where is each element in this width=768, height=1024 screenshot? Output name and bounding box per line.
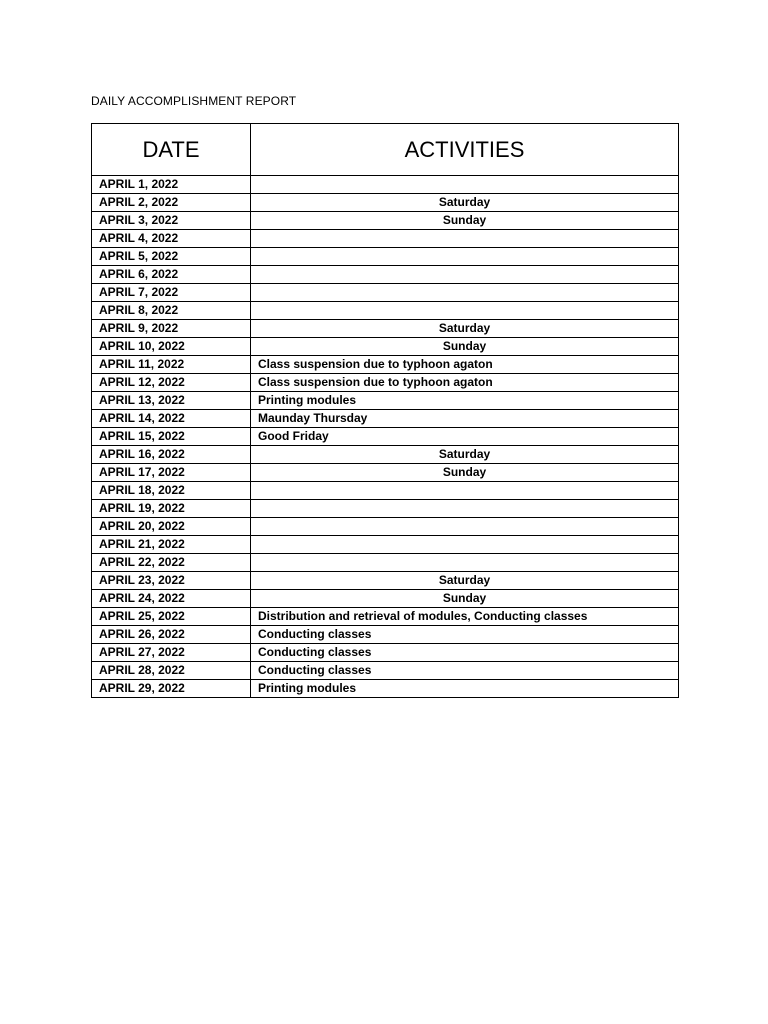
table-row: [92, 446, 679, 464]
activity-cell: [251, 554, 679, 572]
date-cell: APRIL 29, 2022: [92, 680, 251, 698]
activity-cell: [251, 536, 679, 554]
date-cell: APRIL 14, 2022: [92, 410, 251, 428]
activity-cell: Good Friday: [251, 428, 679, 446]
activity-cell: Printing modules: [251, 680, 679, 698]
table-row: [92, 230, 679, 248]
date-column-header: DATE: [92, 124, 251, 176]
activity-cell: Maunday Thursday: [251, 410, 679, 428]
table-row: [92, 194, 679, 212]
activity-cell: Class suspension due to typhoon agaton: [251, 374, 679, 392]
report-title: DAILY ACCOMPLISHMENT REPORT: [91, 94, 297, 108]
table-row: [92, 338, 679, 356]
activity-cell: [251, 500, 679, 518]
activity-cell: [251, 176, 679, 194]
date-cell: APRIL 6, 2022: [92, 266, 251, 284]
table-row: [92, 374, 679, 392]
date-cell: APRIL 16, 2022: [92, 446, 251, 464]
activity-cell: [251, 248, 679, 266]
date-cell: APRIL 23, 2022: [92, 572, 251, 590]
activity-cell: Distribution and retrieval of modules, Conducting classes: [251, 608, 679, 626]
date-cell: APRIL 3, 2022: [92, 212, 251, 230]
activity-cell: Saturday: [251, 572, 679, 590]
table-row: [92, 554, 679, 572]
header-row: [92, 124, 679, 176]
activities-column-header: ACTIVITIES: [251, 124, 679, 176]
date-cell: APRIL 5, 2022: [92, 248, 251, 266]
table-row: [92, 626, 679, 644]
table-row: [92, 356, 679, 374]
date-cell: APRIL 22, 2022: [92, 554, 251, 572]
table-row: [92, 482, 679, 500]
date-cell: APRIL 8, 2022: [92, 302, 251, 320]
table-row: [92, 410, 679, 428]
date-cell: APRIL 1, 2022: [92, 176, 251, 194]
activity-cell: Saturday: [251, 446, 679, 464]
date-cell: APRIL 27, 2022: [92, 644, 251, 662]
table-row: [92, 176, 679, 194]
activity-cell: Saturday: [251, 194, 679, 212]
table-row: [92, 320, 679, 338]
date-cell: APRIL 25, 2022: [92, 608, 251, 626]
table-row: [92, 212, 679, 230]
table-row: [92, 464, 679, 482]
date-cell: APRIL 20, 2022: [92, 518, 251, 536]
table-row: [92, 680, 679, 698]
date-cell: APRIL 15, 2022: [92, 428, 251, 446]
activity-cell: Sunday: [251, 464, 679, 482]
activity-cell: Class suspension due to typhoon agaton: [251, 356, 679, 374]
table-row: [92, 608, 679, 626]
date-cell: APRIL 10, 2022: [92, 338, 251, 356]
activity-cell: [251, 302, 679, 320]
date-cell: APRIL 24, 2022: [92, 590, 251, 608]
activity-cell: Sunday: [251, 338, 679, 356]
activity-cell: Conducting classes: [251, 626, 679, 644]
table-row: [92, 248, 679, 266]
activity-cell: Sunday: [251, 212, 679, 230]
date-cell: APRIL 9, 2022: [92, 320, 251, 338]
date-cell: APRIL 26, 2022: [92, 626, 251, 644]
activity-cell: Sunday: [251, 590, 679, 608]
table-body: [92, 176, 679, 698]
table-row: [92, 662, 679, 680]
activity-cell: [251, 482, 679, 500]
date-cell: APRIL 4, 2022: [92, 230, 251, 248]
table-row: [92, 302, 679, 320]
activity-cell: [251, 518, 679, 536]
date-cell: APRIL 2, 2022: [92, 194, 251, 212]
date-cell: APRIL 28, 2022: [92, 662, 251, 680]
table-row: [92, 428, 679, 446]
date-cell: APRIL 7, 2022: [92, 284, 251, 302]
table-row: [92, 266, 679, 284]
date-cell: APRIL 13, 2022: [92, 392, 251, 410]
table-row: [92, 500, 679, 518]
table-row: [92, 284, 679, 302]
table-row: [92, 572, 679, 590]
activity-cell: [251, 230, 679, 248]
activity-cell: Printing modules: [251, 392, 679, 410]
table-header: [92, 124, 679, 176]
date-cell: APRIL 19, 2022: [92, 500, 251, 518]
activity-cell: Saturday: [251, 320, 679, 338]
table-row: [92, 644, 679, 662]
table-row: [92, 536, 679, 554]
activity-cell: [251, 266, 679, 284]
date-cell: APRIL 12, 2022: [92, 374, 251, 392]
activity-cell: Conducting classes: [251, 662, 679, 680]
date-cell: APRIL 11, 2022: [92, 356, 251, 374]
date-cell: APRIL 18, 2022: [92, 482, 251, 500]
activity-cell: Conducting classes: [251, 644, 679, 662]
table-row: [92, 518, 679, 536]
table-row: [92, 590, 679, 608]
date-cell: APRIL 21, 2022: [92, 536, 251, 554]
accomplishment-table: [91, 123, 679, 698]
activity-cell: [251, 284, 679, 302]
date-cell: APRIL 17, 2022: [92, 464, 251, 482]
table-row: [92, 392, 679, 410]
